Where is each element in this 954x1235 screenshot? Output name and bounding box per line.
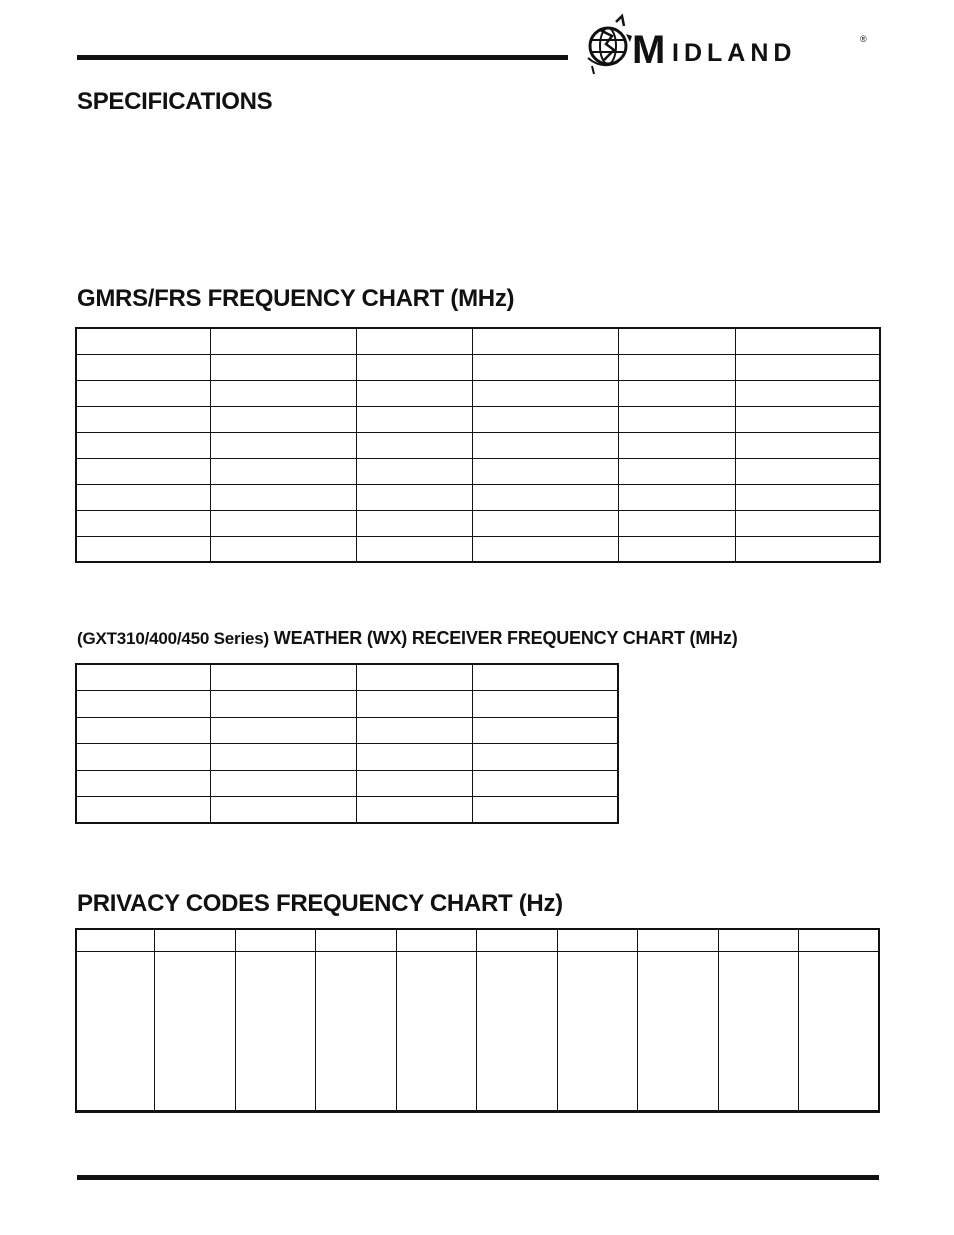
table-cell: [472, 536, 618, 562]
table-cell: [356, 770, 472, 797]
table-cell: [154, 929, 235, 951]
table-cell: [472, 770, 618, 797]
table-cell: [735, 458, 880, 484]
table-cell: [472, 510, 618, 536]
table-cell: [210, 664, 356, 691]
table-cell: [210, 717, 356, 744]
weather-chart-heading: [77, 628, 738, 649]
table-cell: [76, 354, 210, 380]
table-cell: [618, 458, 735, 484]
table-cell: [735, 510, 880, 536]
table-cell: [637, 929, 718, 951]
table-cell: [798, 951, 879, 1111]
table-cell: [472, 691, 618, 718]
table-row: [76, 664, 618, 691]
table-cell: [618, 380, 735, 406]
table-cell: [356, 797, 472, 824]
table-cell: [76, 770, 210, 797]
table-cell: [718, 951, 798, 1111]
table-cell: [76, 744, 210, 771]
table-cell: [557, 929, 637, 951]
table-cell: [618, 328, 735, 354]
table-cell: [356, 664, 472, 691]
table-cell: [472, 744, 618, 771]
table-cell: [735, 328, 880, 354]
table-cell: [356, 432, 472, 458]
table-cell: [735, 380, 880, 406]
midland-logo: [582, 14, 874, 74]
table-cell: [210, 354, 356, 380]
table-row: [76, 510, 880, 536]
gmrs-frs-chart-heading: GMRS/FRS FREQUENCY CHART (MHz): [77, 285, 515, 312]
table-row: [76, 354, 880, 380]
table-cell: [718, 929, 798, 951]
table-cell: [618, 536, 735, 562]
svg-text:M: M: [632, 28, 666, 72]
table-cell: [210, 536, 356, 562]
table-row: [76, 406, 880, 432]
weather-chart-title: WEATHER (WX) RECEIVER FREQUENCY CHART (MHz): [273, 628, 738, 648]
table-cell: [557, 951, 637, 1111]
midland-wordmark: [632, 28, 867, 78]
table-cell: [235, 929, 315, 951]
table-row: [76, 458, 880, 484]
table-cell: [472, 354, 618, 380]
table-row: [76, 484, 880, 510]
table-row: [76, 717, 618, 744]
table-cell: [356, 691, 472, 718]
table-cell: [210, 770, 356, 797]
table-cell: [235, 951, 315, 1111]
header-rule: [77, 55, 568, 60]
weather-frequency-table: [75, 663, 619, 824]
table-cell: [356, 510, 472, 536]
table-cell: [472, 432, 618, 458]
table-cell: [210, 406, 356, 432]
table-cell: [356, 458, 472, 484]
table-cell: [76, 951, 154, 1111]
table-cell: [76, 691, 210, 718]
table-cell: [618, 432, 735, 458]
table-cell: [76, 484, 210, 510]
table-cell: [76, 328, 210, 354]
svg-text:IDLAND: IDLAND: [672, 39, 797, 67]
table-cell: [472, 664, 618, 691]
table-cell: [735, 354, 880, 380]
table-row: [76, 536, 880, 562]
table-cell: [735, 432, 880, 458]
table-cell: [356, 536, 472, 562]
table-cell: [210, 691, 356, 718]
specifications-heading: SPECIFICATIONS: [77, 88, 273, 115]
table-cell: [618, 406, 735, 432]
privacy-codes-frequency-table: [75, 928, 880, 1113]
table-cell: [472, 406, 618, 432]
table-cell: [76, 510, 210, 536]
table-cell: [76, 432, 210, 458]
table-cell: [472, 797, 618, 824]
table-cell: [396, 951, 476, 1111]
table-cell: [210, 510, 356, 536]
privacy-codes-chart-heading: PRIVACY CODES FREQUENCY CHART (Hz): [77, 890, 563, 917]
table-cell: [356, 380, 472, 406]
table-cell: [618, 354, 735, 380]
table-cell: [356, 406, 472, 432]
table-cell: [472, 484, 618, 510]
table-cell: [637, 951, 718, 1111]
table-cell: [210, 484, 356, 510]
table-cell: [476, 929, 557, 951]
table-cell: [76, 536, 210, 562]
table-cell: [798, 929, 879, 951]
table-cell: [210, 797, 356, 824]
table-row: [76, 951, 879, 1111]
table-row: [76, 432, 880, 458]
table-cell: [210, 458, 356, 484]
table-cell: [154, 951, 235, 1111]
table-cell: [210, 380, 356, 406]
table-cell: [76, 664, 210, 691]
table-row: [76, 380, 880, 406]
table-cell: [735, 484, 880, 510]
table-row: [76, 797, 618, 824]
table-cell: [356, 717, 472, 744]
table-cell: [618, 484, 735, 510]
table-cell: [735, 406, 880, 432]
table-cell: [356, 484, 472, 510]
table-cell: [210, 328, 356, 354]
table-cell: [76, 797, 210, 824]
table-cell: [618, 510, 735, 536]
gmrs-frs-frequency-table: [75, 327, 881, 563]
table-cell: [356, 328, 472, 354]
table-cell: [356, 744, 472, 771]
table-cell: [472, 458, 618, 484]
table-cell: [735, 536, 880, 562]
table-row: [76, 929, 879, 951]
table-cell: [76, 929, 154, 951]
table-cell: [315, 929, 396, 951]
table-cell: [76, 458, 210, 484]
table-cell: [472, 380, 618, 406]
weather-chart-series: (GXT310/400/450 Series): [77, 629, 269, 648]
table-cell: [315, 951, 396, 1111]
table-row: [76, 328, 880, 354]
table-cell: [76, 380, 210, 406]
table-row: [76, 691, 618, 718]
table-row: [76, 770, 618, 797]
table-cell: [76, 406, 210, 432]
table-cell: [472, 328, 618, 354]
table-cell: [396, 929, 476, 951]
svg-text:®: ®: [860, 34, 867, 44]
table-cell: [476, 951, 557, 1111]
table-cell: [76, 717, 210, 744]
footer-rule: [77, 1175, 879, 1180]
table-row: [76, 744, 618, 771]
table-cell: [472, 717, 618, 744]
table-cell: [356, 354, 472, 380]
table-cell: [210, 432, 356, 458]
table-cell: [210, 744, 356, 771]
